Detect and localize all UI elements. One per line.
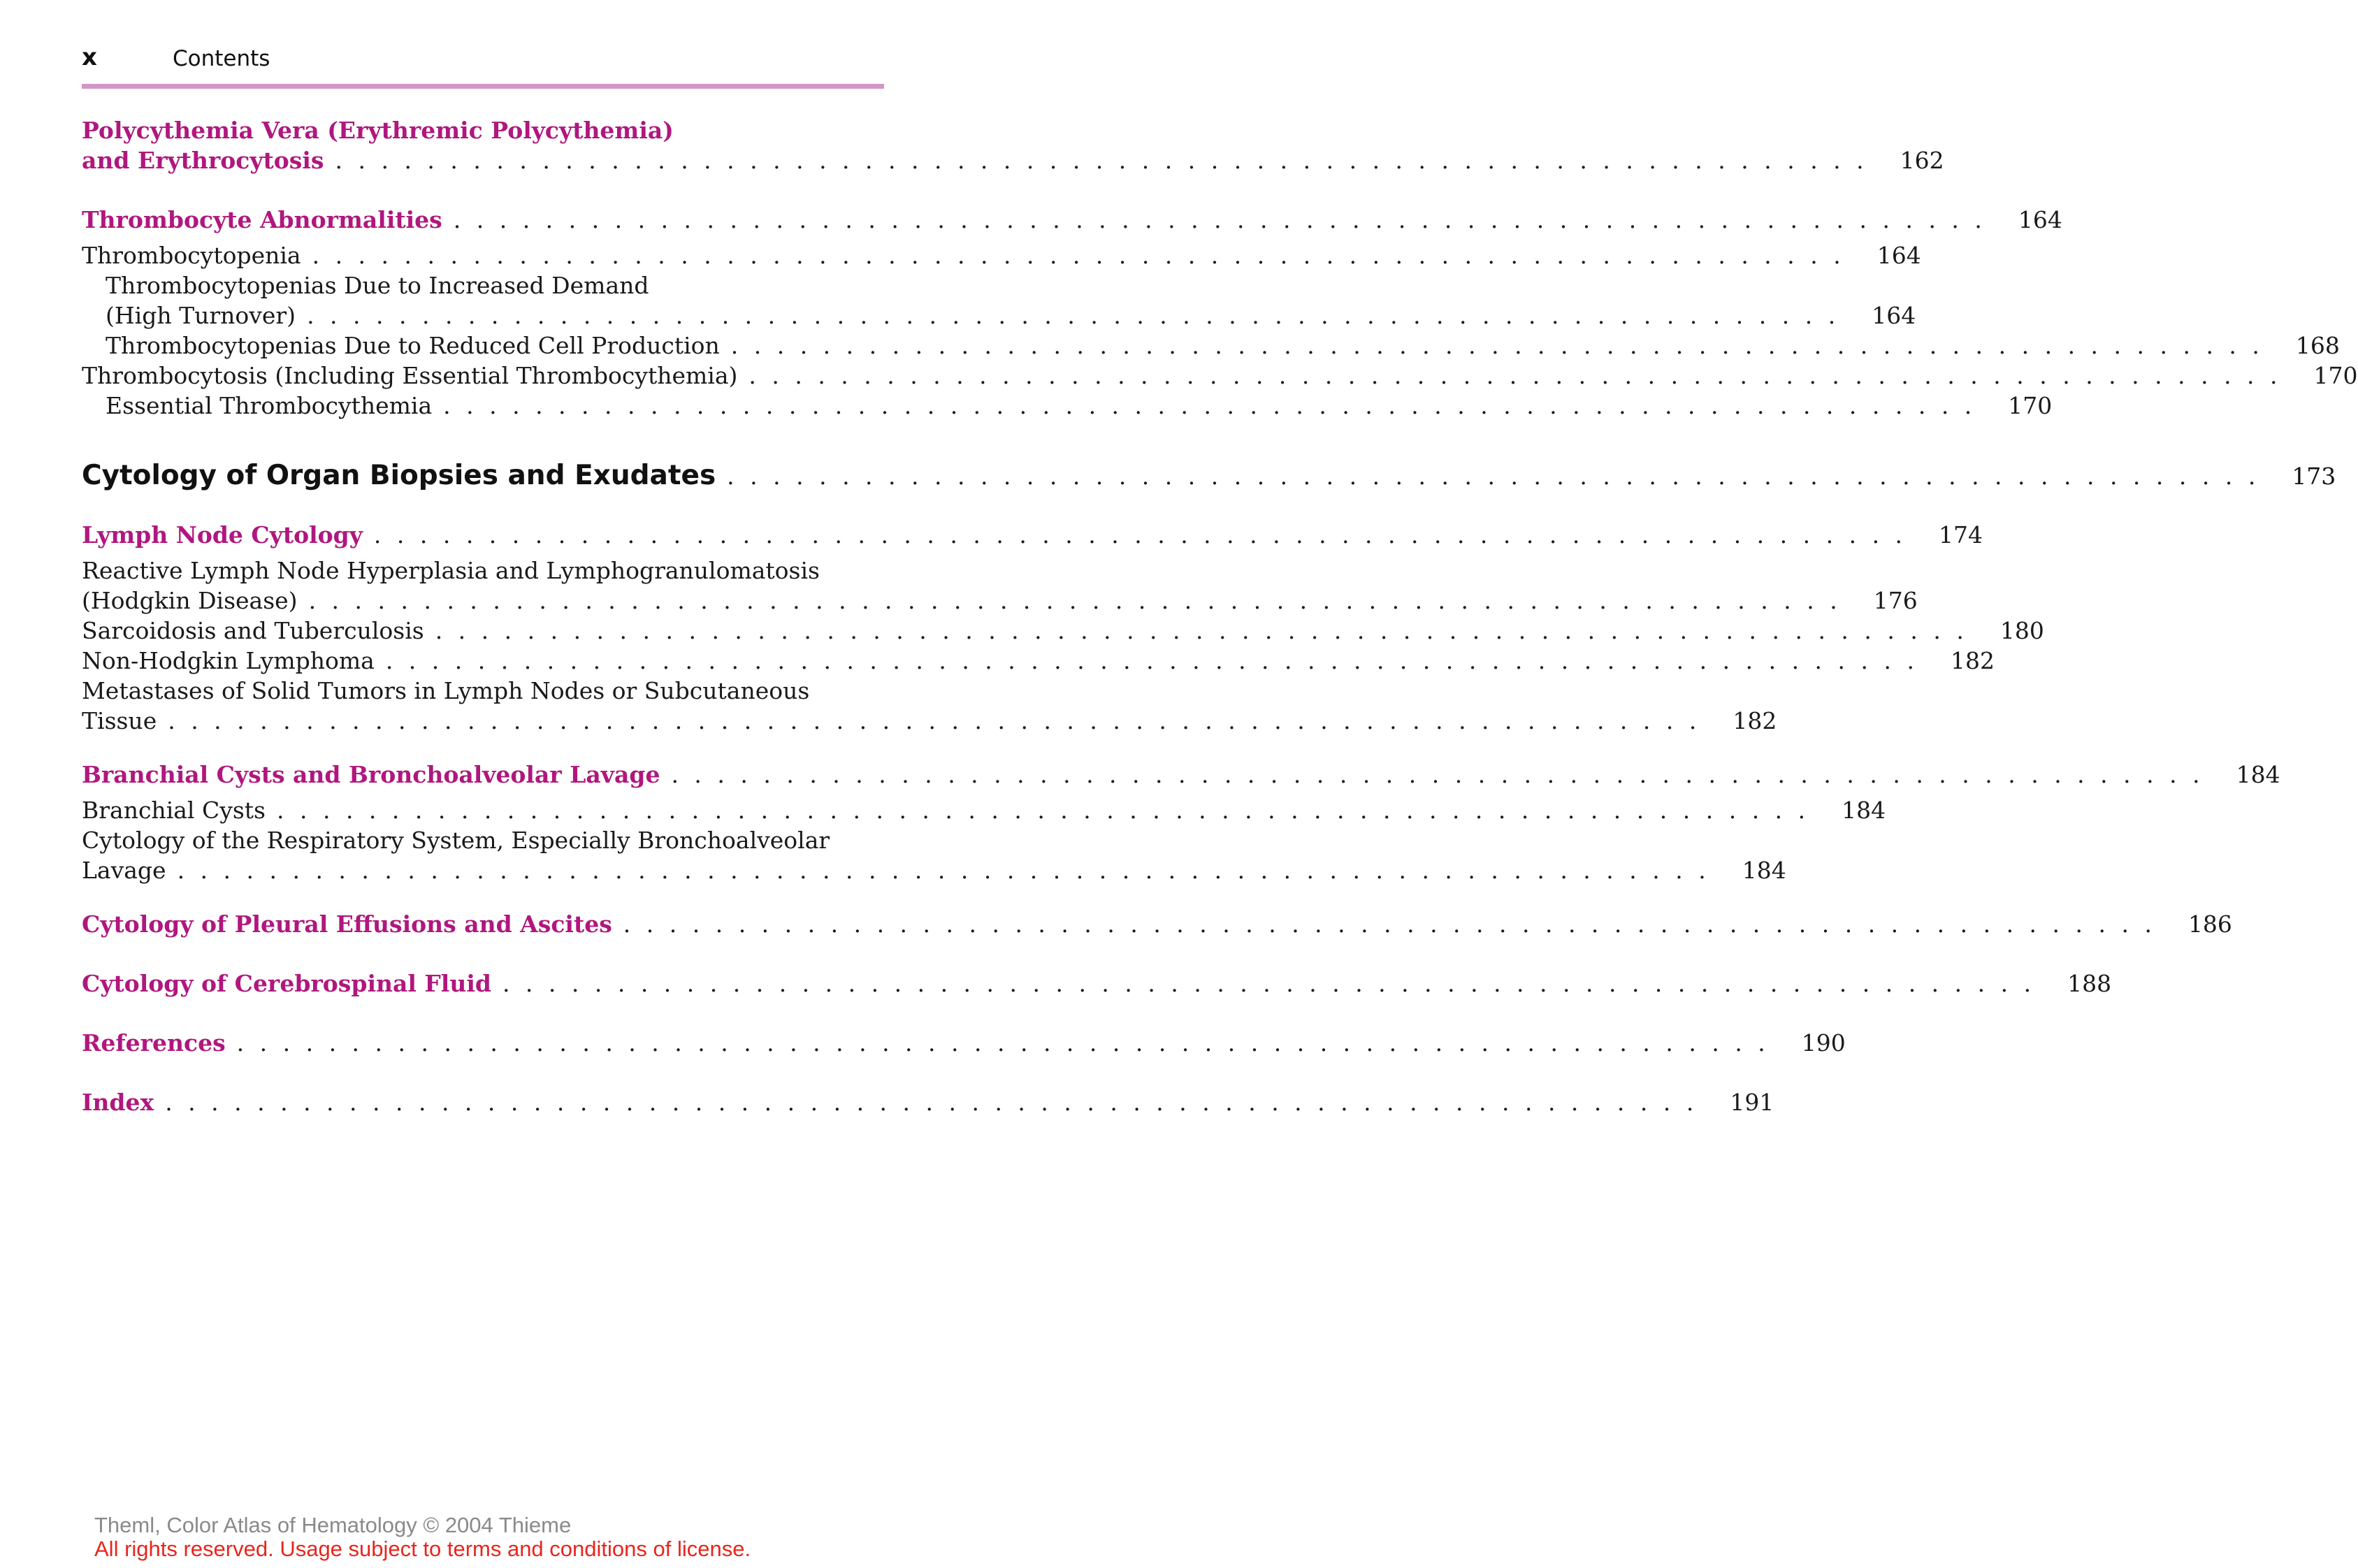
toc-entry-essential-thrombocythemia[interactable]	[82, 391, 2053, 421]
leader-dots: . . . . . . . . . . . . . . . . . . . . . . . . . . . . . . . . . . . . . . . . . . . . . . . . . . . . . . . . . . . . . . . . . . .	[312, 242, 1845, 269]
toc-entry-label: Lavage	[82, 857, 166, 884]
toc-page-number: 186	[2187, 910, 2232, 938]
running-header	[82, 43, 885, 77]
toc-entry-label: Thrombocyte Abnormalities	[82, 206, 442, 233]
toc-page-number: 191	[1730, 1089, 1774, 1116]
toc-entry-label: Index	[82, 1089, 154, 1116]
toc-entry-line: Cytology of the Respiratory System, Especially Bronchoalveolar	[82, 827, 830, 854]
toc-page-number: 164	[1872, 302, 1916, 329]
toc-entry-non-hodgkin[interactable]	[82, 646, 1995, 676]
license-line: All rights reserved. Usage subject to terms and conditions of license.	[94, 1537, 751, 1561]
toc-entry-label: Thrombocytosis (Including Essential Thrombocythemia)	[82, 362, 738, 389]
leader-dots: . . . . . . . . . . . . . . . . . . . . . . . . . . . . . . . . . . . . . . . . . . . . . . . . . . . . . . . . . . . . . . . . . . .	[671, 761, 2204, 788]
toc-entry-reduced-production[interactable]	[82, 331, 2340, 361]
copyright-line: Theml, Color Atlas of Hematology © 2004 Thieme	[94, 1513, 572, 1537]
leader-dots: . . . . . . . . . . . . . . . . . . . . . . . . . . . . . . . . . . . . . . . . . . . . . . . . . . . . . . . . . . . . . . . . . . .	[165, 1089, 1698, 1116]
toc-entry-label: Thrombocytopenia	[82, 242, 301, 269]
toc-page-number: 182	[1733, 707, 1777, 734]
leader-dots: . . . . . . . . . . . . . . . . . . . . . . . . . . . . . . . . . . . . . . . . . . . . . . . . . . . . . . . . . . . . . . . . . . .	[308, 587, 1842, 614]
leader-dots: . . . . . . . . . . . . . . . . . . . . . . . . . . . . . . . . . . . . . . . . . . . . . . . . . . . . . . . . . . . . . . . . . . .	[453, 206, 1986, 233]
toc-entry-index[interactable]	[82, 1087, 1774, 1117]
leader-dots: . . . . . . . . . . . . . . . . . . . . . . . . . . . . . . . . . . . . . . . . . . . . . . . . . . . . . . . . . . . . . . . . . . .	[435, 617, 1968, 644]
toc-entry-respiratory[interactable]	[82, 825, 1786, 885]
toc-entry-pleural[interactable]	[82, 909, 2232, 939]
toc-entry-label: Non-Hodgkin Lymphoma	[82, 647, 375, 674]
leader-dots: . . . . . . . . . . . . . . . . . . . . . . . . . . . . . . . . . . . . . . . . . . . . . . . . . . . . . . . . . . . . . . . . . . .	[236, 1029, 1770, 1057]
toc-entry-label: Cytology of Pleural Effusions and Ascites	[82, 910, 612, 938]
copyright-footer	[94, 1513, 751, 1561]
toc-page-number: 168	[2295, 332, 2340, 359]
toc-page-number: 188	[2067, 970, 2112, 997]
leader-dots: . . . . . . . . . . . . . . . . . . . . . . . . . . . . . . . . . . . . . . . . . . . . . . . . . . . . . . . . . . . . . . . . . . .	[730, 332, 2264, 359]
toc-page-number: 170	[2313, 362, 2358, 389]
toc-page-number: 164	[1876, 242, 1921, 269]
toc-entry-reactive-lymph[interactable]	[82, 556, 1918, 616]
leader-dots: . . . . . . . . . . . . . . . . . . . . . . . . . . . . . . . . . . . . . . . . . . . . . . . . . . . . . . . . . . . . . . . . . . .	[443, 392, 1976, 419]
leader-dots: . . . . . . . . . . . . . . . . . . . . . . . . . . . . . . . . . . . . . . . . . . . . . . . . . . . . . . . . . . . . . . . . . . .	[373, 521, 1907, 549]
toc-entry-line: Thrombocytopenias Due to Increased Demand	[106, 272, 649, 299]
toc-entry-label: Thrombocytopenias Due to Reduced Cell Production	[106, 332, 720, 359]
toc-entry-sarcoidosis[interactable]	[82, 616, 2044, 646]
leader-dots: . . . . . . . . . . . . . . . . . . . . . . . . . . . . . . . . . . . . . . . . . . . . . . . . . . . . . . . . . . . . . . . . . . .	[307, 302, 1840, 329]
toc-page-number: 180	[1999, 617, 2044, 644]
toc-chapter-cytology[interactable]	[82, 456, 2336, 496]
toc-entry-label: Sarcoidosis and Tuberculosis	[82, 617, 424, 644]
toc-entry-references[interactable]	[82, 1028, 1846, 1058]
toc-entry-increased-demand[interactable]	[82, 270, 1916, 331]
table-of-contents	[82, 115, 2358, 1117]
toc-entry-metastases[interactable]	[82, 676, 1777, 736]
toc-entry-thrombocytosis[interactable]	[82, 361, 2358, 391]
toc-entry-branchial-cysts[interactable]	[82, 795, 1886, 825]
toc-chapter-label: Cytology of Organ Biopsies and Exudates	[82, 460, 716, 491]
toc-page-number: 164	[2018, 206, 2062, 233]
toc-page-number: 173	[2292, 463, 2336, 490]
toc-entry-label: Branchial Cysts	[82, 797, 266, 824]
toc-entry-thrombocytopenia[interactable]	[82, 240, 1921, 270]
toc-page-number: 182	[1950, 647, 1995, 674]
leader-dots: . . . . . . . . . . . . . . . . . . . . . . . . . . . . . . . . . . . . . . . . . . . . . . . . . . . . . . . . . . . . . . . . . . .	[177, 857, 1710, 884]
toc-entry-label: and Erythrocytosis	[82, 147, 324, 174]
toc-entry-csf[interactable]	[82, 968, 2112, 999]
running-title: Contents	[173, 46, 270, 71]
toc-page-number: 184	[1742, 857, 1786, 884]
toc-entry-label: References	[82, 1029, 226, 1057]
page-number: x	[82, 43, 97, 71]
toc-entry-label: Tissue	[82, 707, 157, 734]
toc-entry-line: Metastases of Solid Tumors in Lymph Nodes or Subcutaneous	[82, 677, 810, 704]
leader-dots: . . . . . . . . . . . . . . . . . . . . . . . . . . . . . . . . . . . . . . . . . . . . . . . . . . . . . . . . . . . . . . . . . . .	[277, 797, 1810, 824]
toc-entry-line: Polycythemia Vera (Erythremic Polycythemia)	[82, 117, 674, 144]
leader-dots: . . . . . . . . . . . . . . . . . . . . . . . . . . . . . . . . . . . . . . . . . . . . . . . . . . . . . . . . . . . . . . . . . . .	[748, 362, 2282, 389]
toc-page-number: 190	[1801, 1029, 1846, 1057]
toc-entry-line: Reactive Lymph Node Hyperplasia and Lymphogranulomatosis	[82, 557, 820, 584]
leader-dots: . . . . . . . . . . . . . . . . . . . . . . . . . . . . . . . . . . . . . . . . . . . . . . . . . . . . . . . . . . . . . . . . . . .	[727, 463, 2260, 490]
toc-entry-label: Cytology of Cerebrospinal Fluid	[82, 970, 491, 997]
leader-dots: . . . . . . . . . . . . . . . . . . . . . . . . . . . . . . . . . . . . . . . . . . . . . . . . . . . . . . . . . . . . . . . . . . .	[385, 647, 1918, 674]
toc-page-number: 184	[2236, 761, 2280, 788]
toc-page-number: 184	[1842, 797, 1886, 824]
leader-dots: . . . . . . . . . . . . . . . . . . . . . . . . . . . . . . . . . . . . . . . . . . . . . . . . . . . . . . . . . . . . . . . . . . .	[168, 707, 1701, 734]
toc-page-number: 176	[1873, 587, 1918, 614]
leader-dots: . . . . . . . . . . . . . . . . . . . . . . . . . . . . . . . . . . . . . . . . . . . . . . . . . . . . . . . . . . . . . . . . . . .	[335, 147, 1868, 174]
toc-page-number: 162	[1900, 147, 1944, 174]
toc-entry-label: Lymph Node Cytology	[82, 521, 363, 549]
toc-entry-label: Branchial Cysts and Bronchoalveolar Lavage	[82, 761, 660, 788]
toc-entry-label: Essential Thrombocythemia	[106, 392, 433, 419]
header-rule	[82, 84, 884, 89]
toc-page-number: 174	[1939, 521, 1983, 549]
toc-entry-thrombocyte-abnormalities[interactable]	[82, 205, 2062, 235]
toc-entry-label: (Hodgkin Disease)	[82, 587, 298, 614]
leader-dots: . . . . . . . . . . . . . . . . . . . . . . . . . . . . . . . . . . . . . . . . . . . . . . . . . . . . . . . . . . . . . . . . . . .	[623, 910, 2156, 938]
toc-entry-lymph-node[interactable]	[82, 520, 1983, 550]
toc-entry-polycythemia[interactable]	[82, 115, 1944, 175]
toc-entry-label: (High Turnover)	[106, 302, 296, 329]
toc-entry-branchial-lavage[interactable]	[82, 760, 2280, 790]
toc-page-number: 170	[2008, 392, 2053, 419]
leader-dots: . . . . . . . . . . . . . . . . . . . . . . . . . . . . . . . . . . . . . . . . . . . . . . . . . . . . . . . . . . . . . . . . . . .	[502, 970, 2036, 997]
